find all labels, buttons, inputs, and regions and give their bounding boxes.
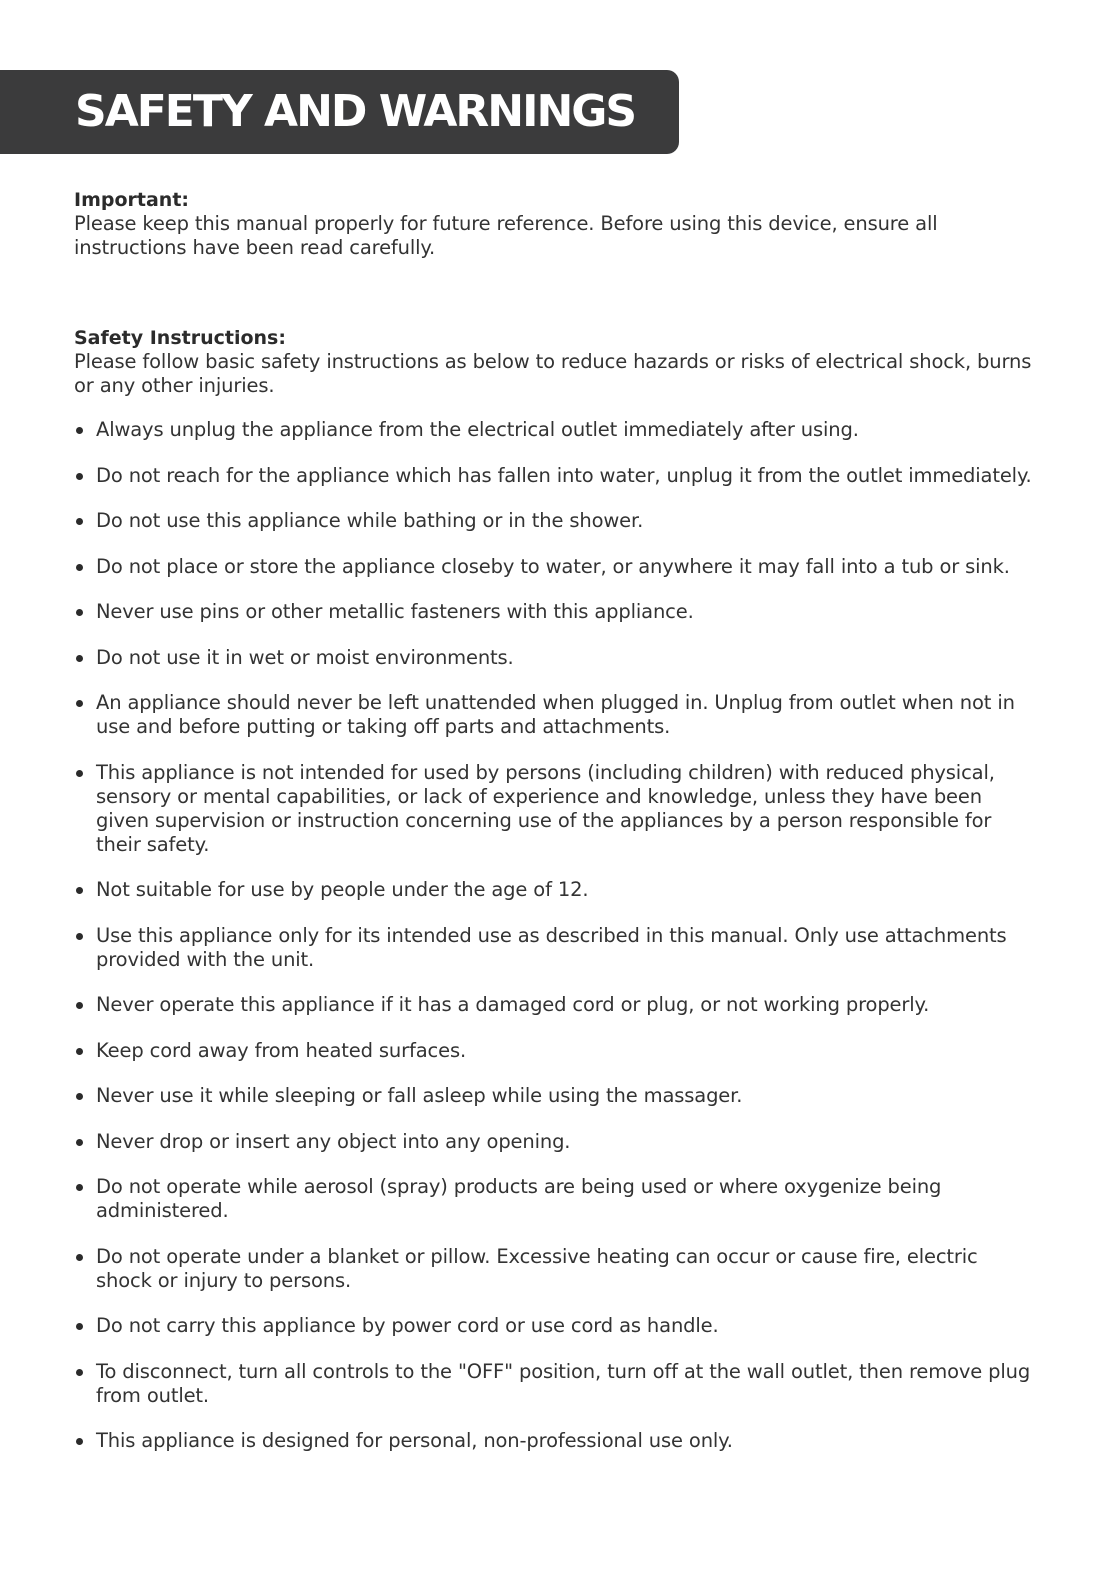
- list-item-text: Do not operate while aerosol (spray) products are being used or where oxygenize being administered.: [96, 1175, 942, 1222]
- list-item-text: Do not use it in wet or moist environments.: [96, 645, 514, 669]
- list-item: [74, 1175, 1034, 1223]
- bullet-dot-icon: [76, 770, 83, 777]
- list-item-text: Not suitable for use by people under the age of 12.: [96, 878, 589, 901]
- bullet-dot-icon: [76, 1048, 83, 1055]
- list-item-text: Never use pins or other metallic fasteners with this appliance.: [96, 600, 694, 623]
- list-item-text: Do not reach for the appliance which has fallen into water, unplug it from the outlet immediately.: [96, 463, 1032, 487]
- bullet-dot-icon: [76, 1369, 83, 1376]
- list-item: [74, 646, 1034, 670]
- list-item-text: This appliance is not intended for used by persons (including children) with reduced physical, sensory or mental capabilities, or lack of experience and knowledge, unless they have been given supervision or instruction concerning use of the appliances by a person responsible for their safety.: [96, 760, 995, 856]
- list-item-text: Do not place or store the appliance closeby to water, or anywhere it may fall into a tub or sink.: [96, 554, 1010, 578]
- list-item-text: An appliance should never be left unattended when plugged in. Unplug from outlet when not in use and before putting or taking off parts and attachments.: [96, 691, 1015, 738]
- bullet-dot-icon: [76, 1254, 83, 1261]
- list-item: [74, 1039, 1034, 1063]
- bullet-dot-icon: [76, 518, 83, 525]
- list-item-text: Use this appliance only for its intended use as described in this manual. Only use attachments provided with the unit.: [96, 923, 1007, 971]
- list-item: [74, 1360, 1034, 1408]
- safety-section: [74, 326, 1034, 1453]
- list-item: [74, 878, 1034, 902]
- list-item-text: This appliance is designed for personal, non-professional use only.: [96, 1429, 733, 1452]
- list-item: [74, 418, 1034, 442]
- bullet-dot-icon: [76, 1093, 83, 1100]
- safety-instruction-list: [74, 418, 1034, 1453]
- bullet-dot-icon: [76, 609, 83, 616]
- list-item: [74, 1314, 1034, 1338]
- list-item-text: To disconnect, turn all controls to the "OFF" position, turn off at the wall outlet, then remove plug from outlet.: [96, 1359, 1031, 1407]
- list-item: [74, 1130, 1034, 1154]
- list-item: [74, 1429, 1034, 1453]
- list-item: [74, 555, 1034, 579]
- bullet-dot-icon: [76, 427, 83, 434]
- list-item-text: Never drop or insert any object into any opening.: [96, 1129, 571, 1153]
- bullet-dot-icon: [76, 655, 83, 662]
- list-item-text: Always unplug the appliance from the electrical outlet immediately after using.: [96, 418, 859, 441]
- document-body: [74, 188, 1034, 1475]
- list-item-text: Do not carry this appliance by power cord or use cord as handle.: [96, 1314, 719, 1337]
- list-item: [74, 464, 1034, 488]
- bullet-dot-icon: [76, 1323, 83, 1330]
- bullet-dot-icon: [76, 1139, 83, 1146]
- important-text: Please keep this manual properly for future reference. Before using this device, ensure all instructions have been read carefully.: [74, 212, 938, 259]
- list-item: [74, 761, 1034, 857]
- list-item: [74, 924, 1034, 972]
- bullet-dot-icon: [76, 564, 83, 571]
- title-banner: [0, 70, 679, 154]
- bullet-dot-icon: [76, 887, 83, 894]
- list-item: [74, 691, 1034, 739]
- list-item: [74, 600, 1034, 624]
- important-section: [74, 188, 1034, 260]
- bullet-dot-icon: [76, 1438, 83, 1445]
- page-title: SAFETY AND WARNINGS: [75, 86, 636, 137]
- safety-intro: Please follow basic safety instructions as below to reduce hazards or risks of electrical shock, burns or any other injuries.: [74, 350, 1032, 397]
- bullet-dot-icon: [76, 473, 83, 480]
- bullet-dot-icon: [76, 1184, 83, 1191]
- list-item-text: Never use it while sleeping or fall asleep while using the massager.: [96, 1084, 743, 1107]
- list-item: [74, 1084, 1034, 1108]
- list-item-text: Do not use this appliance while bathing or in the shower.: [96, 509, 644, 532]
- list-item-text: Keep cord away from heated surfaces.: [96, 1038, 467, 1062]
- list-item-text: Do not operate under a blanket or pillow. Excessive heating can occur or cause fire, electric shock or injury to persons.: [96, 1244, 978, 1292]
- safety-heading: Safety Instructions:: [74, 327, 286, 349]
- bullet-dot-icon: [76, 700, 83, 707]
- list-item-text: Never operate this appliance if it has a damaged cord or plug, or not working properly.: [96, 993, 930, 1016]
- bullet-dot-icon: [76, 933, 83, 940]
- list-item: [74, 1245, 1034, 1293]
- list-item: [74, 993, 1034, 1017]
- important-heading: Important:: [74, 189, 190, 211]
- bullet-dot-icon: [76, 1002, 83, 1009]
- list-item: [74, 509, 1034, 533]
